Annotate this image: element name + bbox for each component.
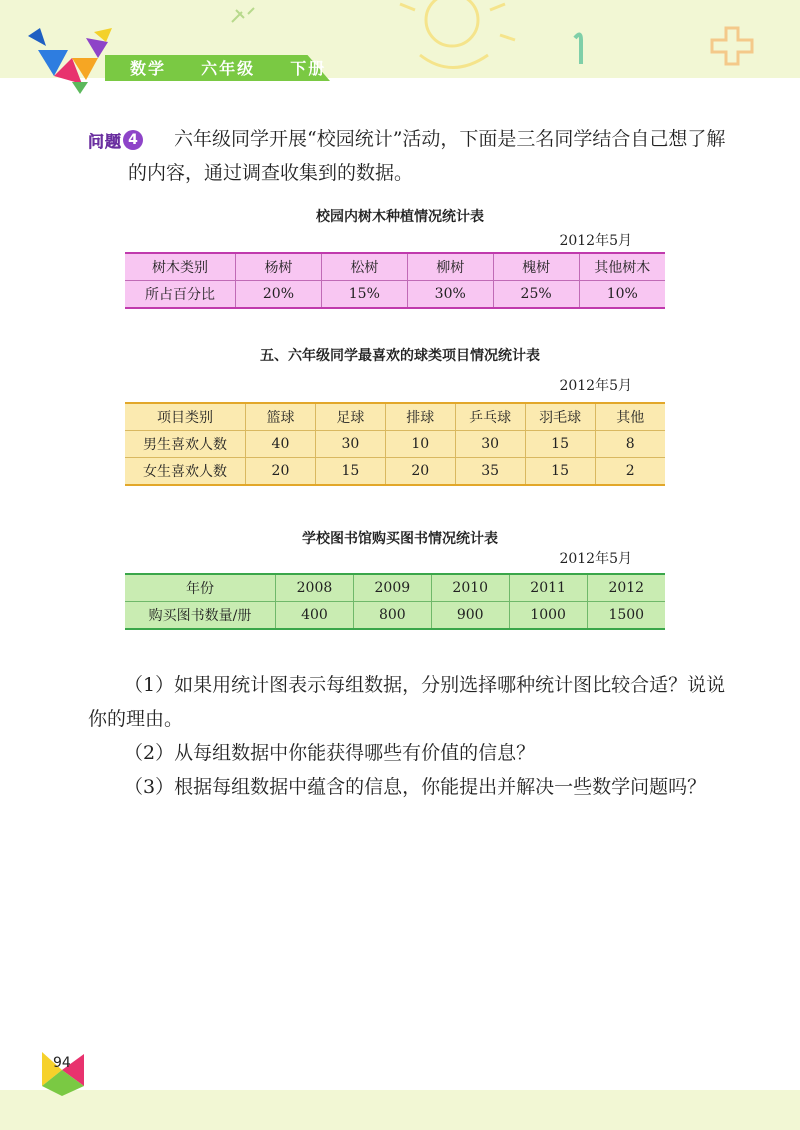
footer-band [0,1090,800,1130]
table-date-library: 2012年5月 [559,551,632,567]
table-ball-games [125,402,665,486]
problem-label: 问题 [88,131,123,151]
table-cell: 30% [407,281,493,309]
table-cell: 女生喜欢人数 [125,458,246,486]
table-cell: 篮球 [246,403,316,431]
page-number: 94 [53,1055,71,1071]
table-cell: 年份 [125,574,276,602]
table-cell: 2008 [276,574,354,602]
table-row [125,458,665,486]
table-cell: 20 [246,458,316,486]
table-title-ball-games: 五、六年级同学最喜欢的球类项目情况统计表 [260,348,540,364]
tangram-logo-icon [28,28,114,94]
table-row [125,574,665,602]
table-cell: 8 [595,431,665,458]
table-cell: 10 [385,431,455,458]
table-cell: 排球 [385,403,455,431]
table-cell: 15 [315,458,385,486]
table-cell: 10% [579,281,665,309]
table-cell: 25% [493,281,579,309]
problem-intro: 六年级同学开展“校园统计”活动，下面是三名同学结合自己想了解的内容，通过调查收集到的数据。 [128,128,726,184]
table-cell: 其他树木 [579,253,665,281]
table-cell: 900 [431,602,509,630]
table-cell: 15% [321,281,407,309]
table-cell: 男生喜欢人数 [125,431,246,458]
table-cell: 树木类别 [125,253,236,281]
table-cell: 1500 [587,602,665,630]
table-cell: 15 [525,431,595,458]
table-cell: 15 [525,458,595,486]
table-cell: 所占百分比 [125,281,236,309]
table-cell: 2010 [431,574,509,602]
table-title-trees: 校园内树木种植情况统计表 [316,209,484,225]
table-cell: 2011 [509,574,587,602]
table-cell: 羽毛球 [525,403,595,431]
question-3: （3）根据每组数据中蕴含的信息，你能提出并解决一些数学问题吗？ [124,776,707,798]
table-library [125,573,665,630]
table-date-trees: 2012年5月 [559,233,632,249]
table-cell: 20 [385,458,455,486]
table-cell: 1000 [509,602,587,630]
table-title-library: 学校图书馆购买图书情况统计表 [302,531,498,547]
table-row [125,281,665,309]
table-cell: 2012 [587,574,665,602]
table-cell: 松树 [321,253,407,281]
table-cell: 购买图书数量/册 [125,602,276,630]
questions [88,668,728,804]
table-cell: 柳树 [407,253,493,281]
table-cell: 足球 [315,403,385,431]
table-cell: 30 [455,431,525,458]
table-cell: 2009 [353,574,431,602]
question-2: （2）从每组数据中你能获得哪些有价值的信息？ [124,742,536,764]
table-cell: 2 [595,458,665,486]
table-cell: 杨树 [236,253,322,281]
table-cell: 400 [276,602,354,630]
table-row [125,431,665,458]
table-cell: 项目类别 [125,403,246,431]
table-cell: 20% [236,281,322,309]
table-row [125,253,665,281]
table-cell: 乒乓球 [455,403,525,431]
table-cell: 800 [353,602,431,630]
table-cell: 35 [455,458,525,486]
table-cell: 其他 [595,403,665,431]
table-cell: 30 [315,431,385,458]
header-title: 数学 六年级 下册 [130,59,327,78]
table-trees [125,252,665,309]
table-row [125,403,665,431]
table-row [125,602,665,630]
question-1: （1）如果用统计图表示每组数据，分别选择哪种统计图比较合适？说说你的理由。 [88,674,726,730]
problem-number: 4 [123,130,143,150]
table-cell: 40 [246,431,316,458]
table-date-ball-games: 2012年5月 [559,378,632,394]
table-cell: 槐树 [493,253,579,281]
